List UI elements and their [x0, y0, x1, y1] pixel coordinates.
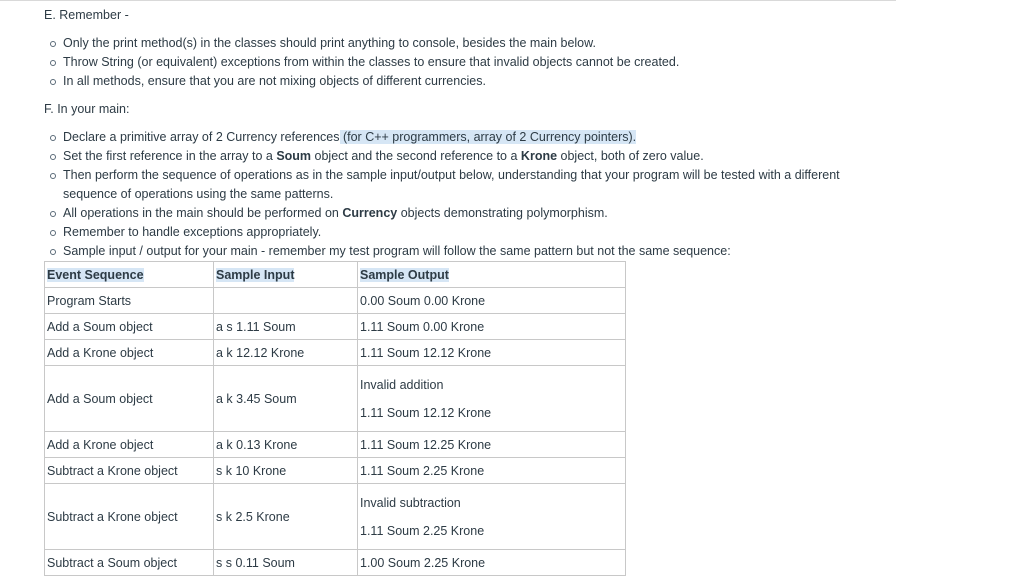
- highlighted-text: (for C++ programmers, array of 2 Currency pointers).: [339, 130, 637, 144]
- table-row: Subtract a Krone object s k 10 Krone 1.11 Soum 2.25 Krone: [45, 458, 626, 484]
- list-item: Sample input / output for your main - remember my test program will follow the same pattern but not the same sequence:: [46, 242, 866, 261]
- section-f-list: [46, 128, 866, 261]
- list-item: Only the print method(s) in the classes should print anything to console, besides the main below.: [46, 34, 866, 53]
- list-item: Then perform the sequence of operations as in the sample input/output below, understanding that your program will be tested with a different sequence of operations using the same patterns.: [46, 166, 866, 204]
- table-row: Subtract a Soum object s s 0.11 Soum 1.00 Soum 2.25 Krone: [45, 550, 626, 576]
- list-item: In all methods, ensure that you are not mixing objects of different currencies.: [46, 72, 866, 91]
- table-row: Add a Soum object a k 3.45 Soum Invalid addition 1.11 Soum 12.12 Krone: [45, 366, 626, 432]
- top-divider: [0, 0, 896, 1]
- table-row: Subtract a Krone object s k 2.5 Krone Invalid subtraction 1.11 Soum 2.25 Krone: [45, 484, 626, 550]
- list-item: Declare a primitive array of 2 Currency references (for C++ programmers, array of 2 Currency pointers).: [46, 128, 866, 147]
- header-output: Sample Output: [358, 262, 626, 288]
- section-e-list: [46, 34, 866, 91]
- error-message: Invalid subtraction: [360, 495, 461, 510]
- sample-io-table: [44, 261, 626, 576]
- section-e-heading: E. Remember -: [44, 8, 129, 22]
- table-row: Add a Krone object a k 0.13 Krone 1.11 Soum 12.25 Krone: [45, 432, 626, 458]
- list-item: Throw String (or equivalent) exceptions from within the classes to ensure that invalid objects cannot be created.: [46, 53, 866, 72]
- table-row: Add a Soum object a s 1.11 Soum 1.11 Soum 0.00 Krone: [45, 314, 626, 340]
- list-item: Set the first reference in the array to a Soum object and the second reference to a Krone object, both of zero value.: [46, 147, 866, 166]
- list-item: Remember to handle exceptions appropriately.: [46, 223, 866, 242]
- table-row: Program Starts 0.00 Soum 0.00 Krone: [45, 288, 626, 314]
- table-header-row: [45, 262, 626, 288]
- table-row: Add a Krone object a k 12.12 Krone 1.11 Soum 12.12 Krone: [45, 340, 626, 366]
- error-message: Invalid addition: [360, 377, 444, 392]
- section-f-heading: F. In your main:: [44, 102, 130, 116]
- header-event: Event Sequence: [45, 262, 214, 288]
- header-input: Sample Input: [214, 262, 358, 288]
- list-item: All operations in the main should be performed on Currency objects demonstrating polymorphism.: [46, 204, 866, 223]
